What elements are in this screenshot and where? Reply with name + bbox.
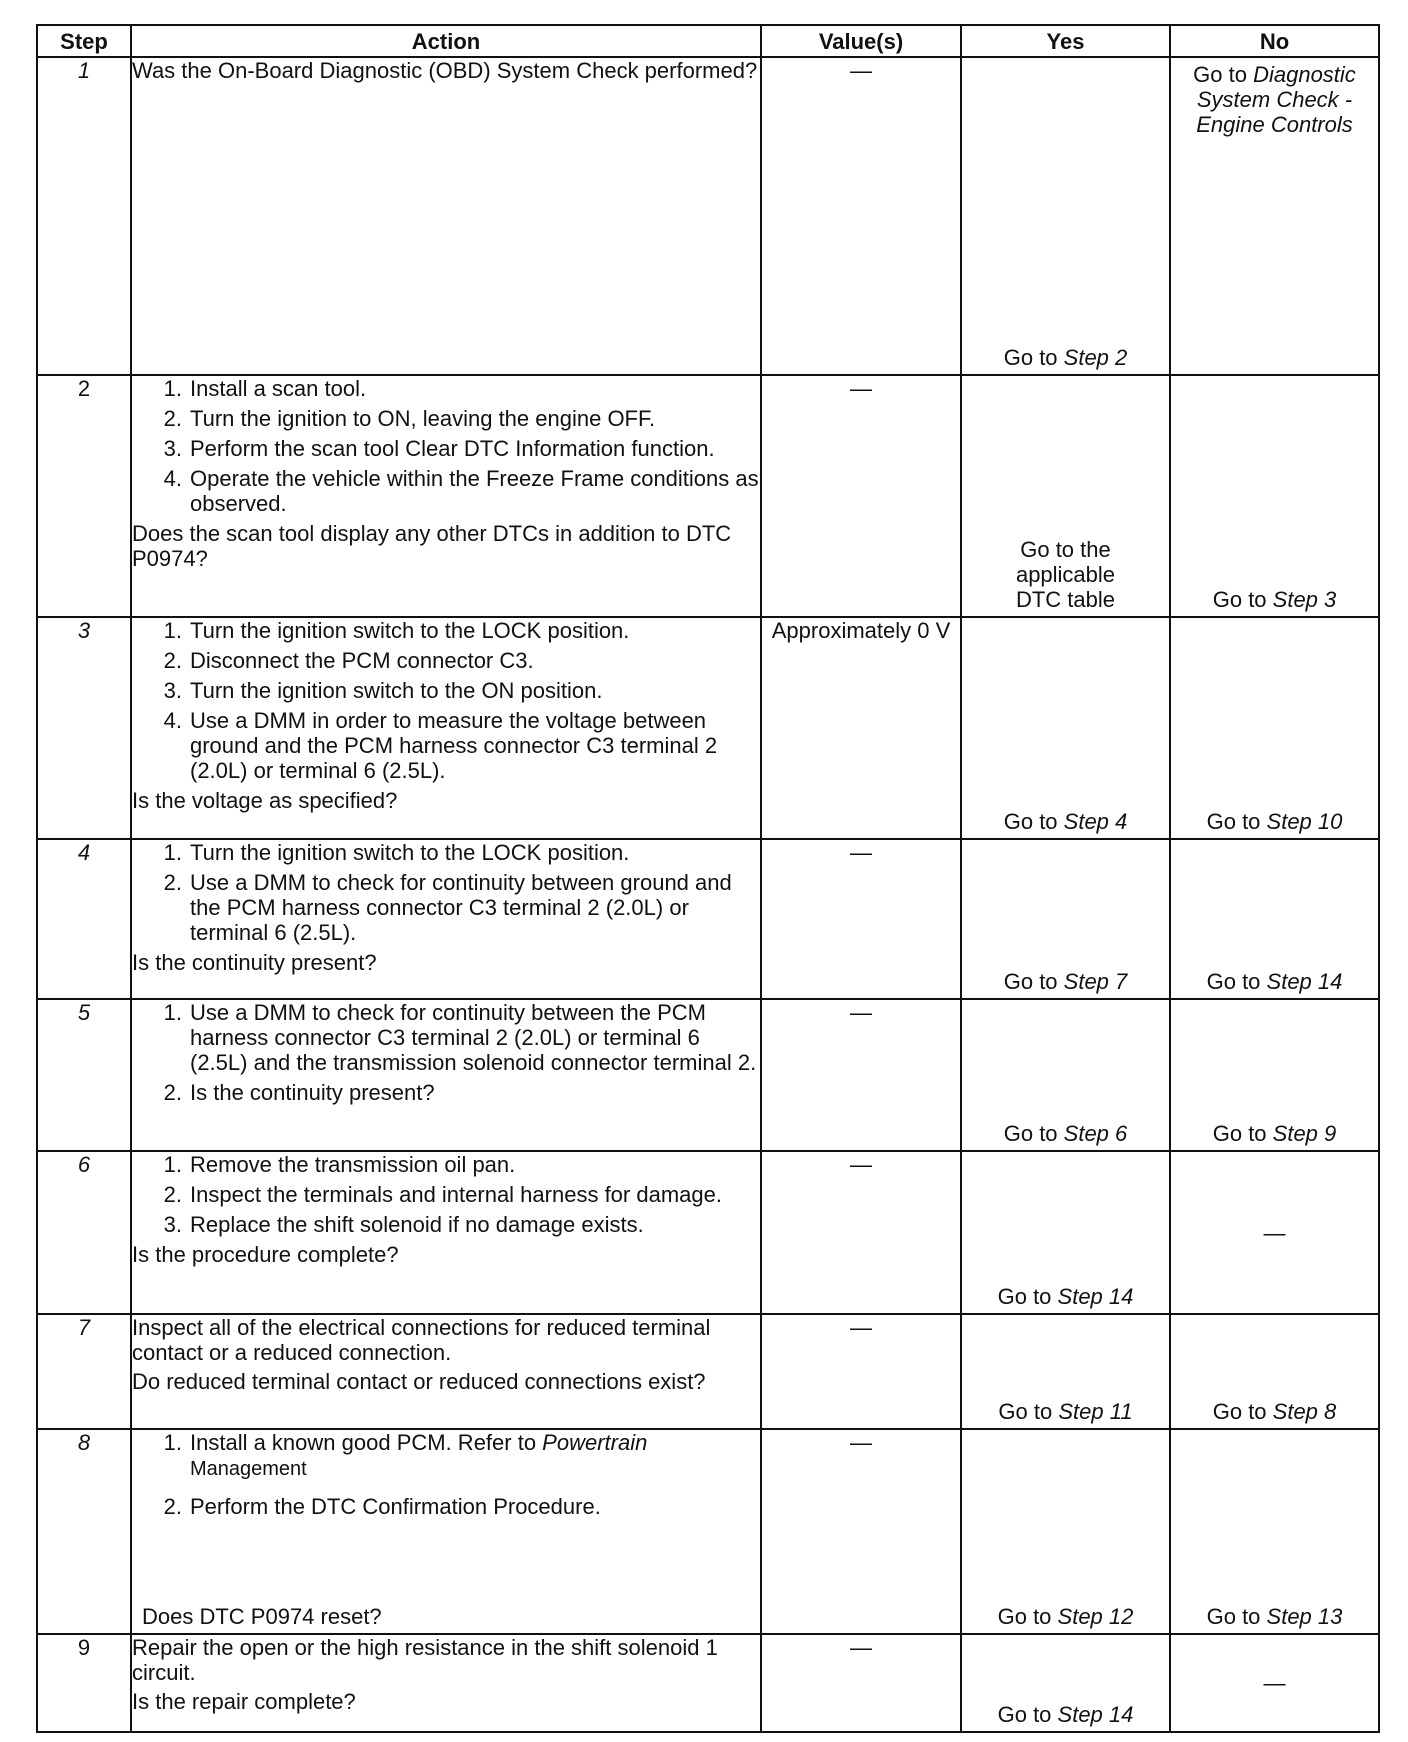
value-text: —	[850, 1430, 872, 1455]
action-steps	[132, 376, 760, 516]
no-text: —	[1263, 1220, 1286, 1245]
yes-text[interactable]: Go to the applicable DTC table	[1015, 537, 1116, 612]
no-link[interactable]: Step 13	[1266, 1604, 1343, 1629]
yes-link[interactable]: Step 2	[1063, 345, 1128, 370]
step-number: 2	[37, 375, 131, 617]
value-text: —	[850, 1315, 872, 1340]
yes-cell	[961, 999, 1170, 1151]
step-number: 6	[37, 1151, 131, 1314]
list-item: 4. Operate the vehicle within the Freeze Frame conditions as observed.	[163, 466, 759, 516]
yes-prefix: Go to	[1003, 969, 1064, 994]
list-item: 1. Install a scan tool.	[163, 376, 367, 401]
table-row	[37, 1429, 1379, 1634]
yes-cell	[961, 617, 1170, 839]
action-question: Is the voltage as specified?	[132, 788, 398, 813]
action-cell	[131, 57, 761, 375]
list-item: 2. Perform the DTC Confirmation Procedure.	[163, 1494, 601, 1519]
value-text: Approximately 0 V	[771, 618, 951, 643]
action-cell	[131, 617, 761, 839]
header-action: Action	[131, 25, 761, 57]
header-row	[37, 25, 1379, 57]
no-cell	[1170, 617, 1379, 839]
list-item: 2. Use a DMM to check for continuity between ground and the PCM harness connector C3 terminal 2 (2.0L) or terminal 6 (2.5L).	[163, 870, 732, 945]
value-cell	[761, 1429, 961, 1634]
list-item: 1. Use a DMM to check for continuity between the PCM harness connector C3 terminal 2 (2.0L) or terminal 6 (2.5L) and the transmission solenoid connector terminal 2.	[163, 1000, 757, 1075]
action-question: Do reduced terminal contact or reduced connections exist?	[132, 1369, 706, 1394]
value-cell	[761, 1151, 961, 1314]
step-number: 7	[37, 1314, 131, 1429]
yes-cell	[961, 1429, 1170, 1634]
table-row	[37, 375, 1379, 617]
list-item: 2. Disconnect the PCM connector C3.	[163, 648, 534, 673]
no-prefix: Go to	[1212, 587, 1273, 612]
no-cell	[1170, 999, 1379, 1151]
no-link[interactable]: Step 8	[1272, 1399, 1337, 1424]
yes-cell	[961, 839, 1170, 999]
action-steps	[132, 1152, 760, 1237]
list-item: 3. Replace the shift solenoid if no damage exists.	[163, 1212, 644, 1237]
action-cell	[131, 375, 761, 617]
yes-prefix: Go to	[1003, 1121, 1064, 1146]
value-text: —	[850, 1635, 872, 1660]
value-cell	[761, 1634, 961, 1732]
powertrain-link[interactable]: Powertrain	[542, 1430, 648, 1455]
value-cell	[761, 57, 961, 375]
yes-cell	[961, 1314, 1170, 1429]
no-prefix: Go to	[1206, 969, 1267, 994]
action-steps	[132, 840, 760, 945]
value-cell	[761, 999, 961, 1151]
value-text: —	[850, 1000, 872, 1025]
action-question: Is the repair complete?	[132, 1689, 356, 1714]
list-item: 1. Turn the ignition switch to the LOCK position.	[163, 618, 630, 643]
action-steps	[132, 1430, 760, 1519]
action-cell	[131, 1314, 761, 1429]
list-item: 2. Inspect the terminals and internal harness for damage.	[163, 1182, 722, 1207]
action-cell	[131, 839, 761, 999]
list-item: 1. Turn the ignition switch to the LOCK position.	[163, 840, 630, 865]
yes-prefix: Go to	[1003, 809, 1064, 834]
table-row	[37, 1314, 1379, 1429]
yes-cell	[961, 57, 1170, 375]
value-text: —	[850, 1152, 872, 1177]
yes-link[interactable]: Step 14	[1057, 1284, 1134, 1309]
no-link[interactable]: Step 14	[1266, 969, 1343, 994]
action-question: Does DTC P0974 reset?	[142, 1604, 382, 1629]
yes-cell	[961, 1151, 1170, 1314]
no-cell	[1170, 839, 1379, 999]
value-text: —	[850, 58, 872, 83]
action-question: Is the procedure complete?	[132, 1242, 399, 1267]
table-row	[37, 1151, 1379, 1314]
list-item: 3. Turn the ignition switch to the ON position.	[163, 678, 603, 703]
value-text: —	[850, 376, 872, 401]
no-cell	[1170, 1429, 1379, 1634]
table-row	[37, 1634, 1379, 1732]
no-link[interactable]: Step 10	[1266, 809, 1343, 834]
value-text: —	[850, 840, 872, 865]
yes-prefix: Go to	[1003, 345, 1064, 370]
no-link[interactable]: Diagnostic System Check - Engine Controls	[1196, 62, 1356, 137]
yes-link[interactable]: Step 14	[1057, 1702, 1134, 1727]
header-yes: Yes	[961, 25, 1170, 57]
no-prefix: Go to	[1206, 809, 1267, 834]
step-number: 3	[37, 617, 131, 839]
list-item: 2. Is the continuity present?	[163, 1080, 435, 1105]
table-row	[37, 999, 1379, 1151]
no-link[interactable]: Step 9	[1272, 1121, 1337, 1146]
list-item: 3. Perform the scan tool Clear DTC Information function.	[163, 436, 715, 461]
step-number: 1	[37, 57, 131, 375]
yes-link[interactable]: Step 4	[1063, 809, 1128, 834]
action-text: Was the On-Board Diagnostic (OBD) System Check performed?	[132, 58, 758, 83]
action-question: Does the scan tool display any other DTCs in addition to DTC P0974?	[132, 521, 732, 571]
value-cell	[761, 1314, 961, 1429]
action-cell	[131, 1429, 761, 1634]
list-item: 2. Turn the ignition to ON, leaving the engine OFF.	[163, 406, 656, 431]
action-cell	[131, 1634, 761, 1732]
action-cell	[131, 1151, 761, 1314]
action-question: Is the continuity present?	[132, 950, 377, 975]
yes-cell	[961, 1634, 1170, 1732]
no-cell	[1170, 375, 1379, 617]
list-item: 1. Remove the transmission oil pan.	[163, 1152, 516, 1177]
no-cell	[1170, 1151, 1379, 1314]
yes-prefix: Go to	[997, 1284, 1058, 1309]
yes-prefix: Go to	[997, 1702, 1058, 1727]
value-cell	[761, 839, 961, 999]
step-number: 4	[37, 839, 131, 999]
yes-link[interactable]: Step 6	[1063, 1121, 1128, 1146]
no-prefix: Go to	[1206, 1604, 1267, 1629]
no-text: —	[1263, 1670, 1286, 1696]
step-number: 9	[37, 1634, 131, 1732]
yes-link[interactable]: Step 12	[1057, 1604, 1134, 1629]
yes-cell	[961, 375, 1170, 617]
action-steps	[132, 1000, 760, 1105]
no-cell	[1170, 1634, 1379, 1732]
action-cell	[131, 999, 761, 1151]
yes-prefix: Go to	[997, 1604, 1058, 1629]
action-text: Repair the open or the high resistance in the shift solenoid 1 circuit.	[132, 1635, 718, 1685]
action-steps	[132, 618, 760, 783]
no-cell	[1170, 1314, 1379, 1429]
header-step: Step	[37, 25, 131, 57]
table-row	[37, 839, 1379, 999]
step-number: 8	[37, 1429, 131, 1634]
no-prefix: Go to	[1212, 1121, 1273, 1146]
no-prefix: Go to	[1193, 62, 1254, 87]
list-item: 4. Use a DMM in order to measure the voltage between ground and the PCM harness connector C3 terminal 2 (2.0L) or terminal 6 (2.5L).	[163, 708, 718, 783]
value-cell	[761, 375, 961, 617]
step-number: 5	[37, 999, 131, 1151]
header-no: No	[1170, 25, 1379, 57]
table-row	[37, 617, 1379, 839]
yes-link[interactable]: Step 11	[1058, 1399, 1133, 1424]
no-cell	[1170, 57, 1379, 375]
list-item: 1. Install a known good PCM. Refer to Powertrain Management	[163, 1430, 648, 1480]
value-cell	[761, 617, 961, 839]
table-row	[37, 57, 1379, 375]
yes-prefix: Go to	[998, 1399, 1059, 1424]
no-link[interactable]: Step 3	[1272, 587, 1337, 612]
no-prefix: Go to	[1212, 1399, 1273, 1424]
header-values: Value(s)	[761, 25, 961, 57]
action-text: Inspect all of the electrical connections for reduced terminal contact or a reduced connection.	[132, 1315, 711, 1365]
diagnostic-table	[36, 24, 1380, 1733]
yes-link[interactable]: Step 7	[1063, 969, 1128, 994]
